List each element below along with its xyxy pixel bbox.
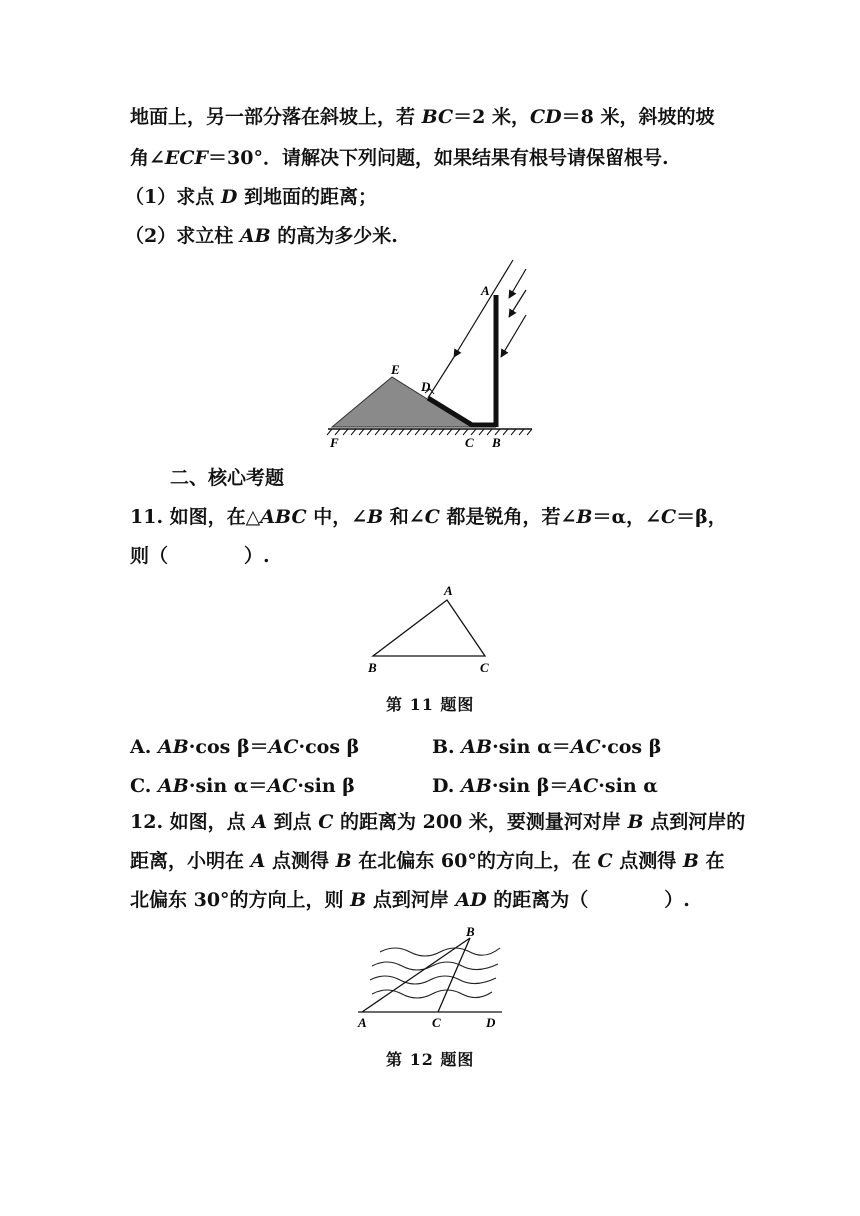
label-f: F xyxy=(330,435,339,450)
problem11-line1: 11. 如图，在△ABC 中，∠B 和∠C 都是锐角，若∠B＝α，∠C＝β， xyxy=(130,506,727,528)
ground-hatching xyxy=(327,429,532,435)
label-c: C xyxy=(432,1015,441,1030)
option-c: C. AB·sin α＝AC·sin β xyxy=(130,775,355,797)
problem10-line2: 角∠ECF＝30°．请解决下列问题，如果结果有根号请保留根号. xyxy=(130,147,669,169)
section-title: 二、核心考题 xyxy=(170,467,285,489)
label-b: B xyxy=(492,435,501,450)
label-b: B xyxy=(368,660,377,675)
problem10-question1: （1）求点 D 到地面的距离； xyxy=(125,186,377,208)
problem11-line2: 则（ ）. xyxy=(130,545,270,567)
triangle-abc xyxy=(373,600,485,656)
option-b: B. AB·sin α＝AC·cos β xyxy=(432,736,662,758)
label-d: D xyxy=(486,1015,496,1030)
label-b: B xyxy=(466,924,475,939)
label-d: D xyxy=(421,379,431,394)
label-a: A xyxy=(481,283,490,298)
slope-pillar-figure xyxy=(320,255,540,455)
river-waves xyxy=(370,948,500,998)
figure12-caption: 第 12 题图 xyxy=(386,1050,475,1069)
option-d: D. AB·sin β＝AC·sin α xyxy=(432,775,658,797)
sun-ray xyxy=(454,260,513,357)
label-c: C xyxy=(465,435,474,450)
problem10-line1: 地面上，另一部分落在斜坡上，若 BC＝2 米，CD＝8 米，斜坡的坡 xyxy=(130,106,715,128)
label-a: A xyxy=(358,1015,367,1030)
option-a: A. AB·cos β＝AC·cos β xyxy=(130,736,360,758)
problem10-question2: （2）求立柱 AB 的高为多少米. xyxy=(125,225,398,247)
figure11-caption: 第 11 题图 xyxy=(386,695,475,714)
sun-ray xyxy=(501,315,526,357)
river-figure xyxy=(350,922,510,1034)
label-c: C xyxy=(480,660,489,675)
problem12-line2: 距离，小明在 A 点测得 B 在北偏东 60°的方向上，在 C 点测得 B 在 xyxy=(130,850,725,872)
label-a: A xyxy=(444,583,453,598)
label-e: E xyxy=(391,362,400,377)
problem12-line3: 北偏东 30°的方向上，则 B 点到河岸 AD 的距离为（ ）. xyxy=(130,889,690,911)
problem12-line1: 12. 如图，点 A 到点 C 的距离为 200 米，要测量河对岸 B 点到河岸的 xyxy=(130,811,746,833)
slope-triangle xyxy=(332,377,472,427)
triangle-abc-figure xyxy=(360,580,500,680)
